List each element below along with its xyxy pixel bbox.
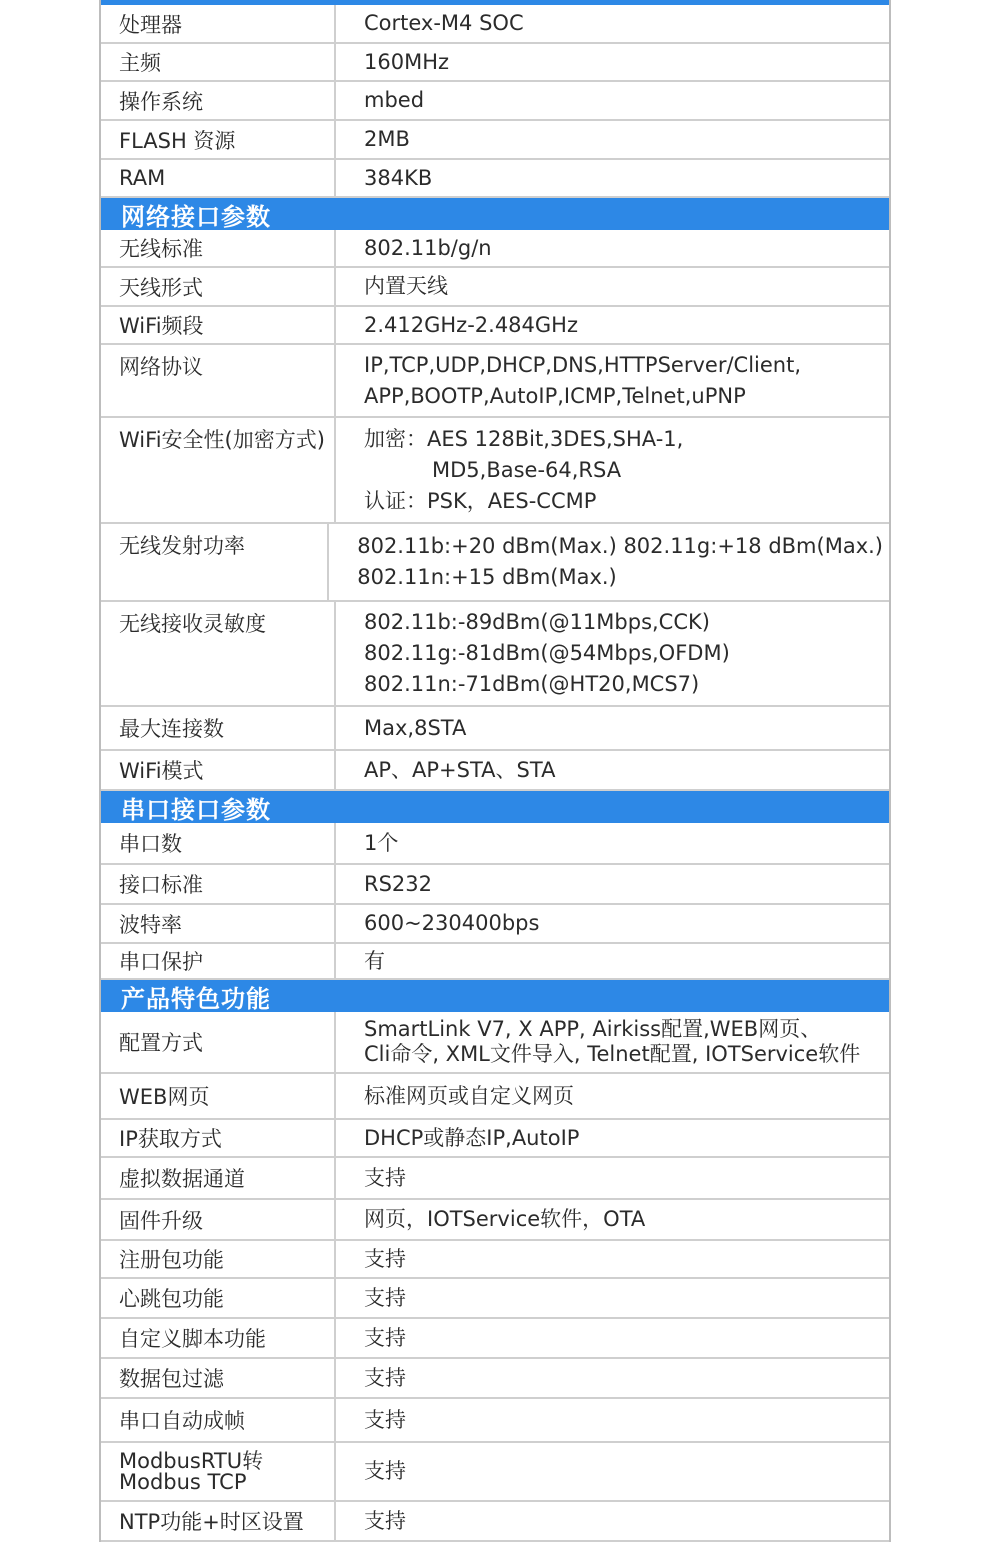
spec-label-text: WiFi安全性(加密方式) (119, 428, 325, 452)
spec-row (101, 1502, 889, 1542)
spec-label (101, 1012, 336, 1072)
spec-value (336, 121, 889, 158)
spec-value (336, 345, 889, 416)
spec-label (101, 1120, 336, 1156)
spec-value-line: 加密：AES 128Bit,3DES,SHA-1, (364, 426, 684, 451)
spec-value-line: 内置天线 (364, 274, 448, 298)
spec-label-text: 串口数 (119, 832, 182, 856)
spec-label-text: WiFi频段 (119, 314, 204, 338)
spec-label-text: 固件升级 (119, 1208, 203, 1233)
spec-label (101, 865, 336, 903)
spec-label (101, 121, 336, 158)
spec-row (101, 751, 889, 791)
spec-row (101, 121, 889, 160)
spec-label (101, 345, 336, 416)
spec-label (101, 602, 336, 705)
spec-label (101, 230, 336, 266)
spec-value (336, 5, 889, 42)
spec-label (101, 1502, 336, 1540)
spec-row (101, 905, 889, 944)
spec-value-line: 2MB (364, 127, 410, 151)
section-header: 网络接口参数 (101, 198, 889, 230)
spec-label (101, 905, 336, 942)
spec-value-line: 160MHz (364, 49, 450, 74)
spec-row (101, 1200, 889, 1241)
spec-value-line: 1个 (364, 830, 399, 855)
spec-row (101, 1359, 889, 1399)
spec-label (101, 1158, 336, 1198)
spec-value (336, 1200, 889, 1239)
spec-label-text: 串口自动成帧 (119, 1409, 245, 1433)
spec-label (101, 268, 336, 305)
spec-value-line: 支持 (364, 1459, 406, 1483)
section-header: 串口接口参数 (101, 791, 889, 823)
spec-value-line: DHCP或静态IP,AutoIP (364, 1125, 580, 1150)
spec-row (101, 307, 889, 345)
spec-value-line: 支持 (364, 1246, 406, 1271)
spec-label (101, 1074, 336, 1118)
spec-value-line: 802.11b/g/n (364, 235, 492, 260)
spec-row (101, 82, 889, 121)
spec-label-text: 配置方式 (119, 1031, 203, 1055)
spec-label (101, 1399, 336, 1441)
spec-value-line: mbed (364, 88, 425, 112)
spec-value-line: SmartLink V7, X APP, Airkiss配置,WEB网页、 (364, 1017, 822, 1041)
spec-value-line: MD5,Base-64,RSA (432, 457, 622, 482)
spec-row (101, 944, 889, 980)
spec-label (101, 1279, 336, 1317)
spec-row (101, 865, 889, 905)
spec-value-line: 有 (364, 948, 385, 973)
spec-value-line: 标准网页或自定义网页 (364, 1083, 574, 1108)
spec-value-line: 384KB (364, 165, 433, 190)
spec-value (336, 44, 889, 80)
spec-value-line: 802.11b:-89dBm(@11Mbps,CCK) (364, 610, 710, 634)
spec-value-line: 认证：PSK，AES-CCMP (364, 488, 597, 513)
spec-value (336, 1120, 889, 1156)
spec-label (101, 944, 336, 978)
spec-label-text: 主频 (119, 51, 161, 75)
spec-label-text: 无线发射功率 (119, 534, 245, 558)
spec-value-line: Cli命令, XML文件导入, Telnet配置, IOTService软件 (364, 1042, 861, 1066)
spec-value (336, 268, 889, 305)
spec-label (101, 1319, 336, 1357)
spec-label (101, 82, 336, 119)
spec-value-line: 支持 (364, 1165, 406, 1190)
spec-value (336, 944, 889, 978)
spec-value-line: 支持 (364, 1325, 406, 1350)
spec-value-line: AP、AP+STA、STA (364, 757, 556, 782)
spec-label (101, 1241, 336, 1277)
spec-label-text: 自定义脚本功能 (119, 1327, 266, 1351)
spec-value (336, 1074, 889, 1118)
spec-row (101, 268, 889, 307)
spec-value (336, 160, 889, 196)
spec-value (336, 602, 889, 705)
spec-value (329, 524, 889, 600)
spec-label-text: 虚拟数据通道 (119, 1167, 245, 1191)
spec-value-line: 支持 (364, 1365, 406, 1390)
spec-label (101, 418, 336, 522)
spec-table (99, 0, 891, 1542)
spec-value-line: 802.11n:+15 dBm(Max.) (357, 565, 617, 589)
spec-value (336, 230, 889, 266)
spec-label-text: 最大连接数 (119, 717, 224, 741)
spec-value (336, 751, 889, 789)
spec-value-line: 支持 (364, 1407, 406, 1432)
spec-row (101, 418, 889, 524)
spec-label-text: 数据包过滤 (119, 1367, 224, 1391)
spec-label (101, 1443, 336, 1500)
spec-label (101, 160, 336, 196)
spec-row (101, 524, 889, 602)
spec-value-line: 支持 (364, 1508, 406, 1533)
spec-value-line: RS232 (364, 871, 433, 896)
spec-value (336, 1443, 889, 1500)
spec-value (336, 1158, 889, 1198)
spec-value-line: IP,TCP,UDP,DHCP,DNS,HTTPServer/Client, (364, 352, 802, 377)
spec-value-line: 802.11b:+20 dBm(Max.) 802.11g:+18 dBm(Max.) (357, 534, 883, 558)
spec-label-text: WiFi模式 (119, 759, 204, 783)
section-header: 产品特色功能 (101, 980, 889, 1012)
spec-label (101, 307, 336, 343)
spec-value (336, 1399, 889, 1441)
spec-value (336, 1359, 889, 1397)
spec-value (336, 1241, 889, 1277)
spec-row (101, 160, 889, 198)
spec-label (101, 751, 336, 789)
spec-label-line: Modbus TCP (119, 1469, 247, 1494)
spec-label (101, 707, 336, 749)
spec-label-text: 注册包功能 (119, 1248, 224, 1272)
spec-value-line: Cortex-M4 SOC (364, 11, 524, 35)
spec-label-text: 天线形式 (119, 275, 203, 300)
spec-label-text: RAM (119, 166, 166, 190)
spec-label (101, 1200, 336, 1239)
spec-value (336, 865, 889, 903)
spec-value-line: 支持 (364, 1285, 406, 1310)
spec-label-line: ModbusRTU转 (119, 1448, 264, 1473)
spec-row (101, 1399, 889, 1443)
spec-value (336, 707, 889, 749)
spec-label-text: 操作系统 (119, 89, 203, 114)
spec-row (101, 44, 889, 82)
spec-row (101, 1120, 889, 1158)
spec-label-text: 处理器 (119, 12, 182, 37)
spec-value-line: 网页，IOTService软件，OTA (364, 1207, 646, 1231)
spec-value (336, 905, 889, 942)
spec-label (101, 5, 336, 42)
spec-value (336, 1319, 889, 1357)
spec-row (101, 823, 889, 865)
spec-value (336, 1502, 889, 1540)
spec-label (101, 823, 336, 863)
spec-label-text: WEB网页 (119, 1085, 210, 1109)
spec-label-text: 无线接收灵敏度 (119, 612, 266, 636)
spec-row (101, 1443, 889, 1502)
spec-label-text: 网络协议 (119, 355, 203, 379)
spec-value (336, 1012, 889, 1072)
spec-value (336, 1279, 889, 1317)
spec-label (101, 524, 329, 600)
spec-row (101, 707, 889, 751)
spec-row (101, 1319, 889, 1359)
spec-value-line: 802.11n:-71dBm(@HT20,MCS7) (364, 672, 700, 696)
spec-value-line: Max,8STA (364, 715, 467, 740)
spec-value-line: 600~230400bps (364, 911, 540, 935)
spec-row (101, 1012, 889, 1074)
spec-label-text: IP获取方式 (119, 1127, 222, 1151)
spec-row (101, 602, 889, 707)
spec-value-line: 2.412GHz-2.484GHz (364, 312, 578, 337)
spec-table-body (101, 5, 889, 1542)
spec-row (101, 1074, 889, 1120)
spec-row (101, 1279, 889, 1319)
spec-value (336, 82, 889, 119)
spec-row (101, 1241, 889, 1279)
spec-value (336, 823, 889, 863)
spec-value (336, 418, 889, 522)
spec-label-text: 波特率 (119, 912, 182, 937)
spec-label-text: 心跳包功能 (119, 1287, 224, 1311)
spec-label-text: 串口保护 (119, 950, 203, 974)
spec-row (101, 5, 889, 44)
spec-row (101, 345, 889, 418)
spec-value-line: APP,BOOTP,AutoIP,ICMP,Telnet,uPNP (364, 383, 746, 408)
spec-label-text: 无线标准 (119, 237, 203, 261)
spec-label-text: NTP功能+时区设置 (119, 1510, 304, 1534)
spec-label-text: 接口标准 (119, 873, 203, 897)
spec-row (101, 230, 889, 268)
spec-label-text: FLASH 资源 (119, 128, 236, 153)
spec-value-line: 802.11g:-81dBm(@54Mbps,OFDM) (364, 641, 730, 665)
spec-row (101, 1158, 889, 1200)
spec-value (336, 307, 889, 343)
spec-label (101, 44, 336, 80)
spec-label (101, 1359, 336, 1397)
